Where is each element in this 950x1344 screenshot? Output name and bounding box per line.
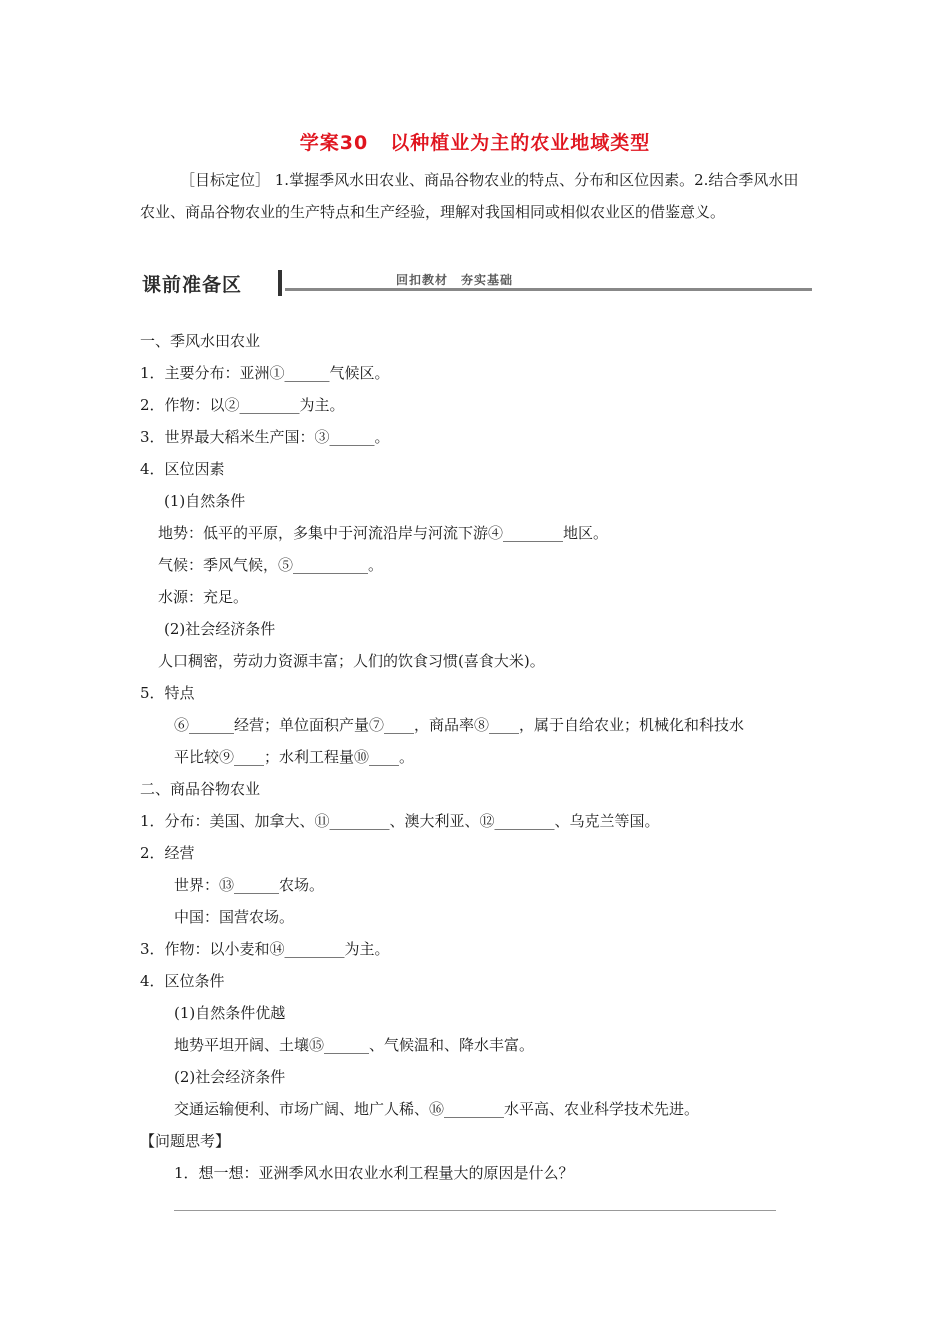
answer-line[interactable] xyxy=(174,1210,776,1211)
item-management: 2．经营 xyxy=(140,844,195,862)
section-header-label: 课前准备区 xyxy=(142,274,243,296)
objective-paragraph: ［目标定位］ 1.掌握季风水田农业、商品谷物农业的特点、分布和区位因素。2.结合季风水田农业、商品谷物农业的生产特点和生产经验，理解对我国相同或相似农业区的借鉴意义。 xyxy=(140,171,799,221)
sub-natural-advantages: (1)自然条件优越 xyxy=(174,1004,286,1022)
lesson-number: 学案30 xyxy=(299,132,369,154)
detail-climate: 气候：季风气候，⑤__________。 xyxy=(158,556,384,574)
item-features: 5．特点 xyxy=(140,684,195,702)
item-distribution: 1．主要分布：亚洲①______气候区。 xyxy=(140,364,390,382)
sub-natural-conditions: (1)自然条件 xyxy=(164,492,246,510)
detail-natural-advantages: 地势平坦开阔、土壤⑮______、气候温和、降水丰富。 xyxy=(174,1036,535,1054)
detail-terrain: 地势：低平的平原，多集中于河流沿岸与河流下游④________地区。 xyxy=(158,524,609,542)
detail-population: 人口稠密，劳动力资源丰富；人们的饮食习惯(喜食大米)。 xyxy=(158,652,545,670)
detail-features-2: 平比较⑨____；水利工程量⑩____。 xyxy=(174,748,415,766)
section-header-rule xyxy=(285,288,812,291)
section-header-bar xyxy=(278,270,282,296)
content-body xyxy=(140,325,820,1189)
sub-grain-socioeconomic: (2)社会经济条件 xyxy=(174,1068,286,1086)
item-largest-producer: 3．世界最大稻米生产国：③______。 xyxy=(140,428,390,446)
heading-monsoon-paddy: 一、季风水田农业 xyxy=(140,332,261,350)
item-grain-distribution: 1．分布：美国、加拿大、⑪________、澳大利亚、⑫________、乌克兰等国。 xyxy=(140,812,660,830)
detail-world-farms: 世界：⑬______农场。 xyxy=(174,876,325,894)
item-crop: 2．作物：以②________为主。 xyxy=(140,396,345,414)
heading-commercial-grain: 二、商品谷物农业 xyxy=(140,780,261,798)
detail-water: 水源：充足。 xyxy=(158,588,249,606)
item-location-conditions: 4．区位条件 xyxy=(140,972,225,990)
section-header xyxy=(140,266,812,300)
detail-features-1: ⑥______经营；单位面积产量⑦____，商品率⑧____，属于自给农业；机械化和科技水 xyxy=(174,716,745,734)
section-header-subtitle: 回扣教材 夯实基础 xyxy=(396,273,514,287)
lesson-title: 以种植业为主的农业地域类型 xyxy=(390,132,651,154)
page-title xyxy=(0,128,950,155)
item-location-factors: 4．区位因素 xyxy=(140,460,225,478)
heading-questions: 【问题思考】 xyxy=(140,1132,231,1150)
item-grain-crop: 3．作物：以小麦和⑭________为主。 xyxy=(140,940,390,958)
sub-socioeconomic-conditions: (2)社会经济条件 xyxy=(164,620,276,638)
question-1: 1．想一想：亚洲季风水田农业水利工程量大的原因是什么？ xyxy=(174,1164,574,1182)
detail-china-farms: 中国：国营农场。 xyxy=(174,908,295,926)
detail-grain-socioeconomic: 交通运输便利、市场广阔、地广人稀、⑯________水平高、农业科学技术先进。 xyxy=(174,1100,700,1118)
